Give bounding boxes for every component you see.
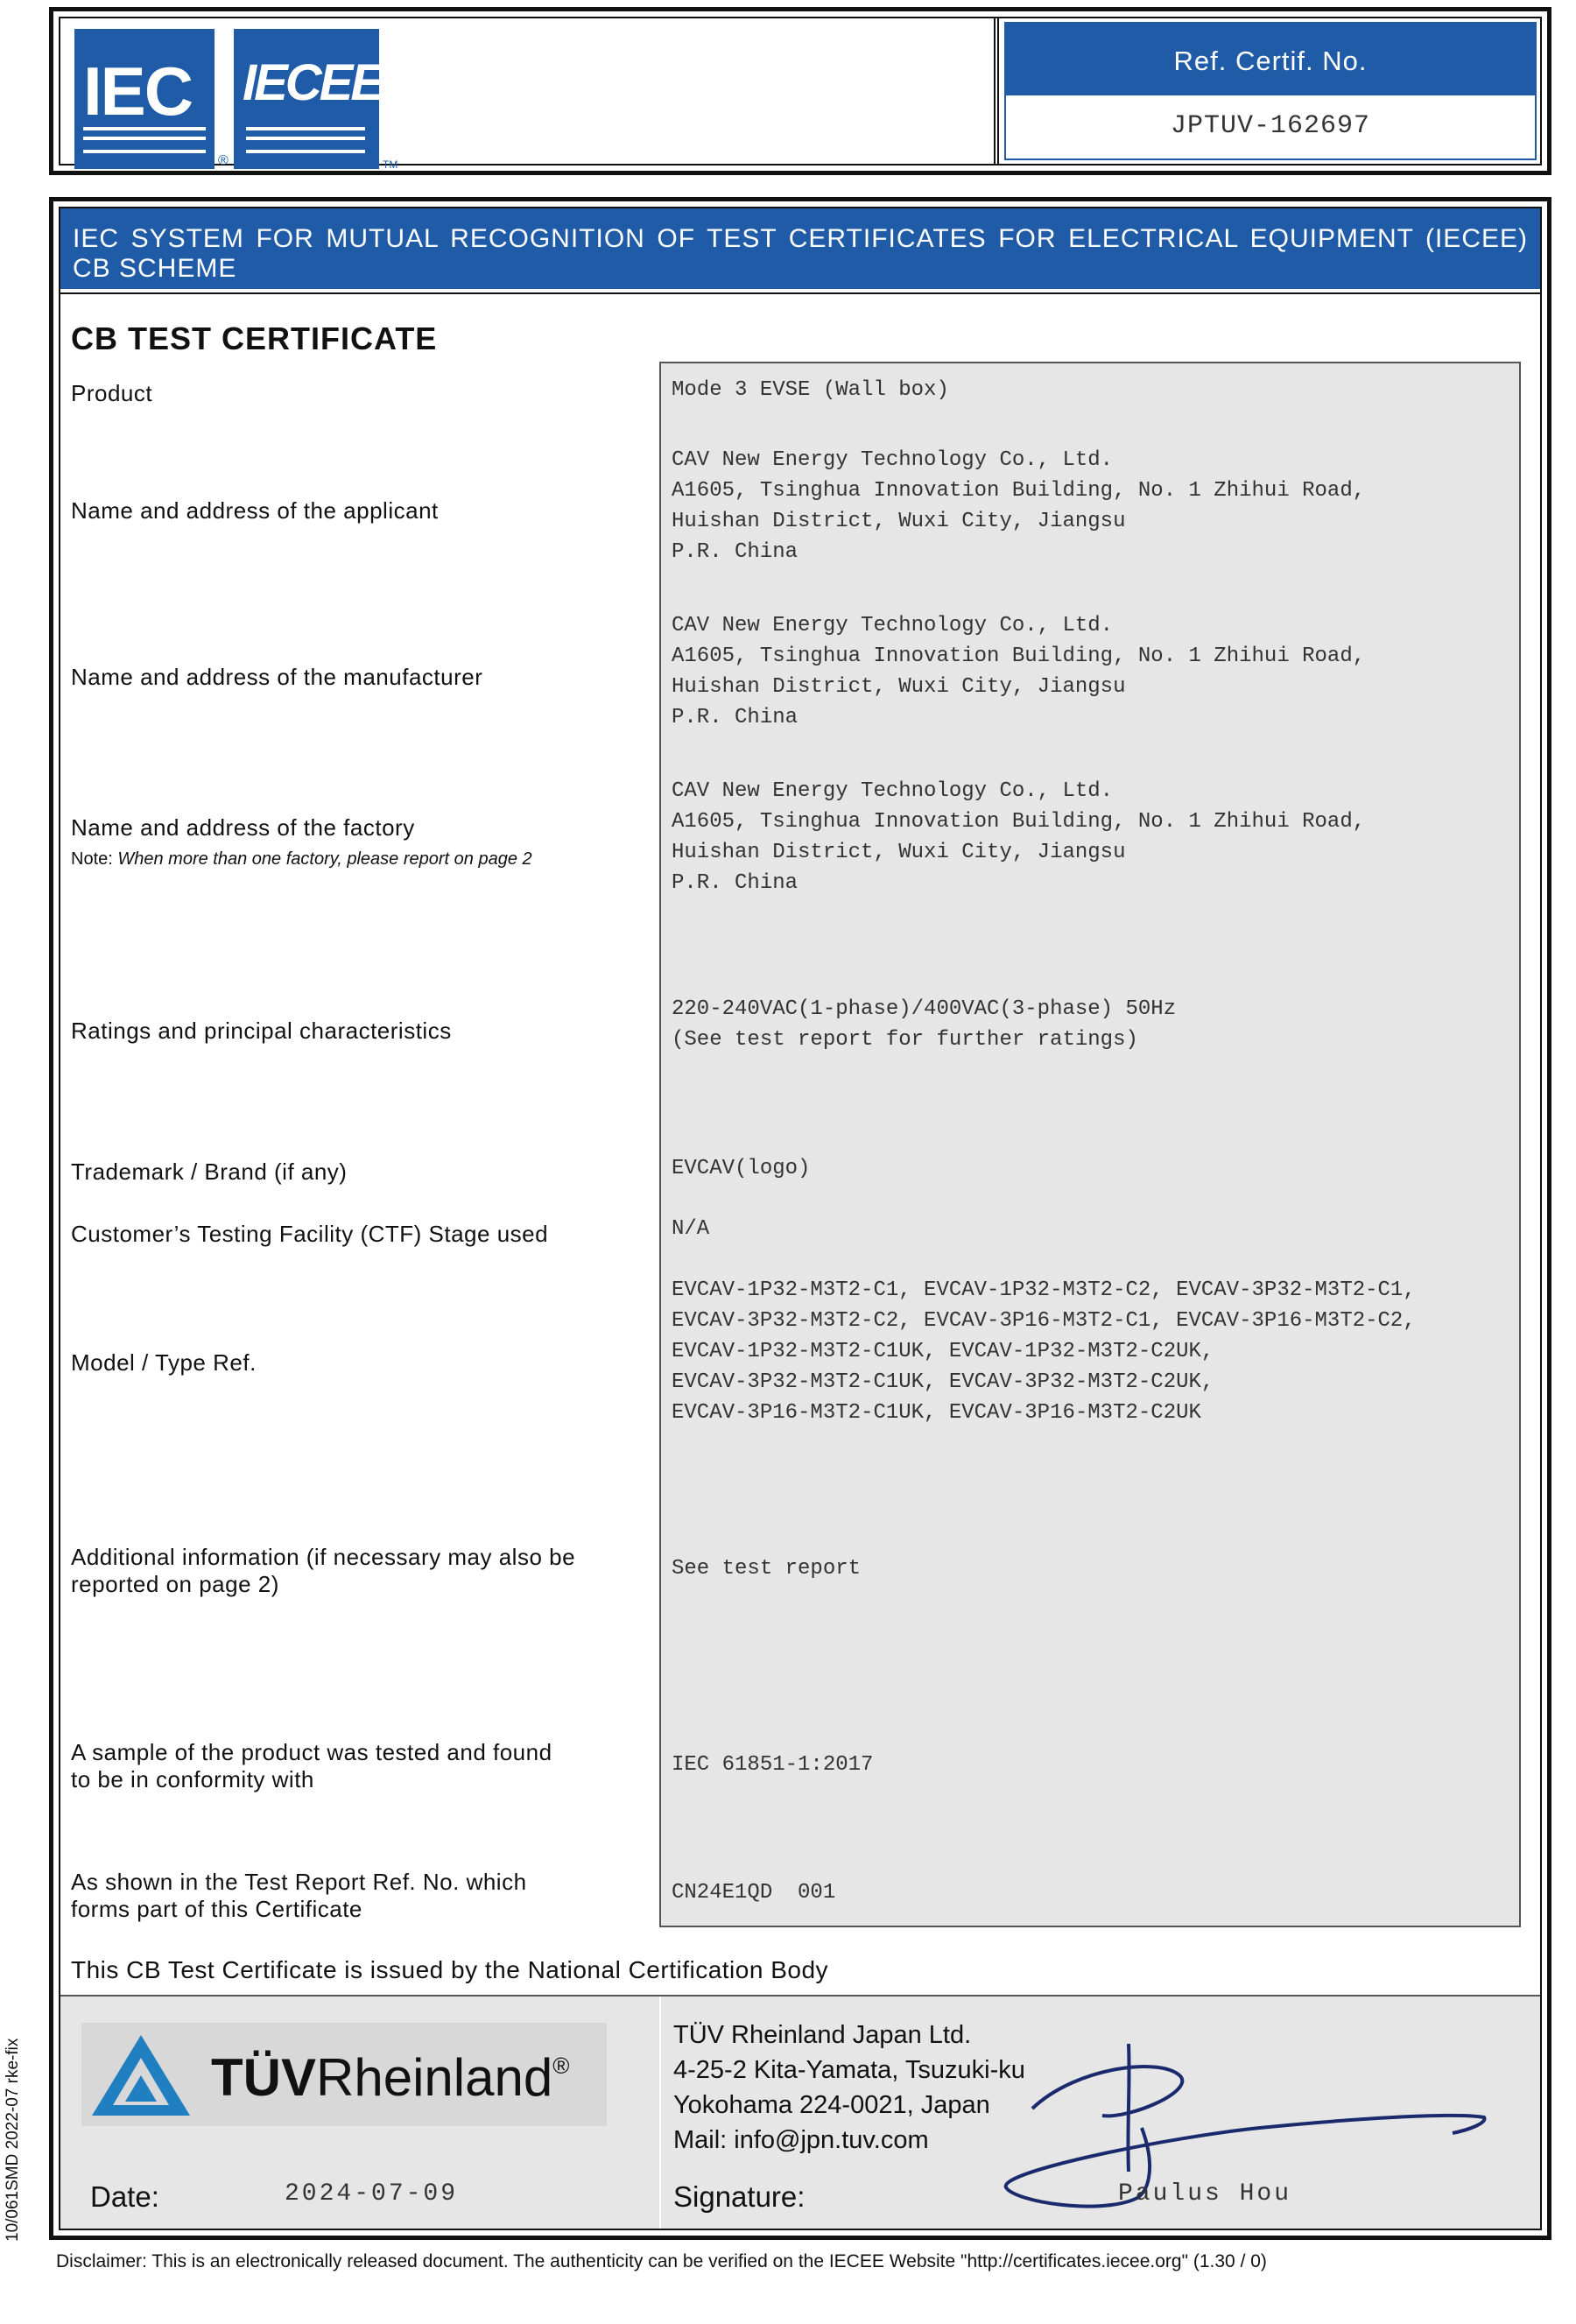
ref-certificate-number: JPTUV-162697 [1170,111,1371,141]
model-value: EVCAV-1P32-M3T2-C1, EVCAV-1P32-M3T2-C2, EVCAV-3P32-M3T2-C1, EVCAV-3P32-M3T2-C2, EVCAV-3P16-M3T2-C1, EVCAV-3P16-M3T2-C2, EVCAV-1P32-M3T2-C1UK, EVCAV-1P32-M3T2-C2UK, EVCAV-3P32-M3T2-C1UK, EVCAV-3P32-M3T2-C2UK, EVCAV-3P16-M3T2-C1UK, EVCAV-3P16-M3T2-C2UK [672,1278,1416,1425]
conformity-label: A sample of the product was tested and found to be in conformity with [71,1739,552,1792]
ratings-value: 220-240VAC(1-phase)/400VAC(3-phase) 50Hz (See test report for further ratings) [672,997,1177,1052]
certificate-inner-frame [59,207,1542,2230]
trademark-label: Trademark / Brand (if any) [71,1158,348,1185]
issuer-divider [659,1997,661,2229]
ratings-label: Ratings and principal characteristics [71,1018,452,1044]
conformity-value: IEC 61851-1:2017 [672,1753,874,1777]
ref-certificate-box [1004,22,1537,160]
product-label: Product [71,380,153,406]
ctf-value: N/A [672,1217,710,1241]
factory-note-prefix: Note: [71,849,113,869]
iecee-logo-text: IECEE [243,54,383,111]
issued-statement: This CB Test Certificate is issued by the National Certification Body [71,1956,829,1983]
date-value: 2024-07-09 [285,2180,459,2208]
report-ref-value: CN24E1QD 001 [672,1881,836,1905]
ctf-label: Customer’s Testing Facility (CTF) Stage used [71,1221,549,1247]
report-ref-label: As shown in the Test Report Ref. No. which forms part of this Certificate [71,1869,527,1922]
registered-mark: ® [218,153,229,168]
ref-certificate-title: Ref. Certif. No. [1006,24,1535,95]
manufacturer-value: CAV New Energy Technology Co., Ltd. A1605, Tsinghua Innovation Building, No. 1 Zhihui Road, Huishan District, Wuxi City, Jiangsu P.R. China [672,614,1366,729]
date-label: Date: [90,2180,159,2213]
product-value: Mode 3 EVSE (Wall box) [672,378,949,402]
iec-logo-bars [83,127,206,153]
logo-area [60,18,981,171]
iec-logo-text: IEC [83,53,193,130]
tuv-logo-reg: ® [552,2053,570,2079]
issuer-section [60,1995,1540,2229]
issuer-address-line4: Mail: info@jpn.tuv.com [673,2126,929,2154]
certificate-header [49,7,1551,175]
additional-info-value: See test report [672,1557,862,1581]
trademark-value: EVCAV(logo) [672,1157,811,1180]
certificate-title: CB TEST CERTIFICATE [71,320,438,356]
tuv-logo-wordmark [211,2047,569,2108]
issuer-address-line2: 4-25-2 Kita-Yamata, Tsuzuki-ku [673,2056,1025,2084]
disclaimer: Disclaimer: This is an electronically released document. The authenticity can be verified on the IECEE Website "http://certificates.iecee.org" (1.30 / 0) [56,2251,1267,2271]
factory-value: CAV New Energy Technology Co., Ltd. A1605, Tsinghua Innovation Building, No. 1 Zhihui Road, Huishan District, Wuxi City, Jiangsu P.R. China [672,779,1366,895]
tuv-logo-regular: Rheinland [316,2048,553,2107]
header-inner-frame [59,17,1542,171]
trademark-mark: TM [383,158,398,171]
iec-logo [74,29,215,169]
model-label: Model / Type Ref. [71,1349,257,1376]
issuer-address [673,2018,1025,2158]
certificate-body [49,197,1551,2240]
iecee-logo [234,29,383,169]
tuv-rheinland-logo [81,2023,607,2126]
field-values-panel [659,362,1521,1927]
issuer-address-line3: Yokohama 224-0021, Japan [673,2091,990,2119]
form-code: 10/061SMD 2022-07 rke-fix [4,2038,22,2242]
signatory-name: Paulus Hou [1118,2180,1292,2208]
tuv-triangle-icon [88,2032,193,2119]
tuv-logo-bold: TÜV [211,2048,316,2107]
applicant-label: Name and address of the applicant [71,497,439,524]
factory-note-text: When more than one factory, please report on page 2 [117,849,532,869]
applicant-value: CAV New Energy Technology Co., Ltd. A1605, Tsinghua Innovation Building, No. 1 Zhihui Road, Huishan District, Wuxi City, Jiangsu P.R. China [672,448,1366,564]
iecee-logo-bars [246,127,365,153]
factory-note [71,849,532,870]
factory-label: Name and address of the factory [71,814,415,841]
manufacturer-label: Name and address of the manufacturer [71,664,483,690]
header-divider [994,18,999,164]
additional-info-label: Additional information (if necessary may also be reported on page 2) [71,1544,576,1597]
signature-label: Signature: [673,2180,806,2213]
issuer-address-line1: TÜV Rheinland Japan Ltd. [673,2021,972,2049]
banner-rule [60,289,1540,294]
scheme-banner: IEC SYSTEM FOR MUTUAL RECOGNITION OF TEST CERTIFICATES FOR ELECTRICAL EQUIPMENT (IECEE) CB SCHEME [60,208,1540,289]
